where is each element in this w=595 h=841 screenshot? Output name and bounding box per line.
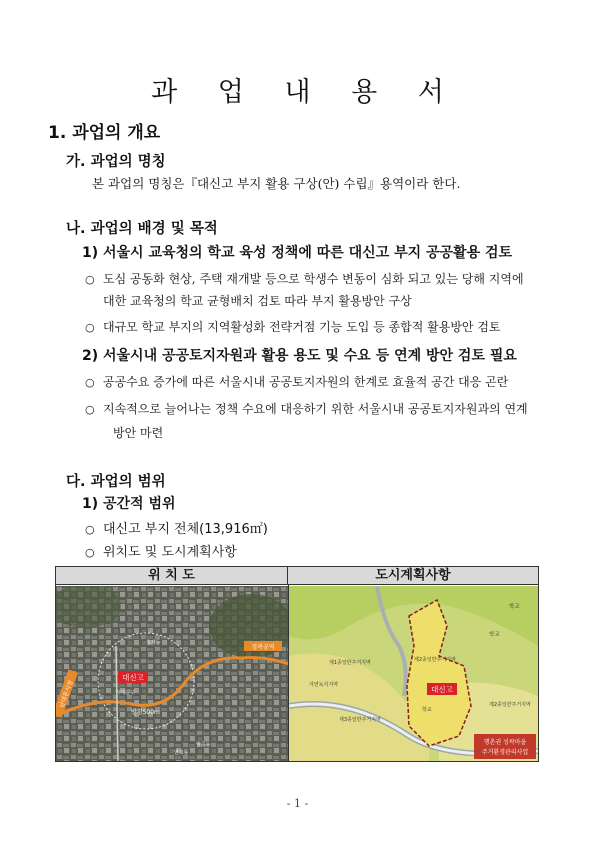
- location-map-header: 위 치 도: [56, 567, 288, 585]
- circle-bullet-icon: ○: [85, 403, 95, 416]
- background-item-1: 1) 서울시 교육청의 학교 육성 정책에 따른 대신고 부지 공공활용 검토: [82, 245, 513, 261]
- urban-site-label: 대신고: [431, 685, 453, 694]
- bullet-item: ○ 지속적으로 늘어나는 정책 수요에 대응하기 위한 서울시내 공공토지자원과의 연계: [85, 402, 528, 416]
- bullet-item: ○ 대신고 부지 전체(13,916㎡): [85, 522, 268, 537]
- zone-label: 제3종일반주거지역: [339, 717, 381, 723]
- school-label: 학교: [422, 707, 432, 713]
- bullet-item: ○ 도심 공동화 현상, 주택 재개발 등으로 학생수 변동이 심화 되고 있는 당해 지역에: [85, 272, 524, 286]
- bullet-item-continued: 대한 교육청의 학교 균형배치 검토 따라 부지 활용방안 구상: [103, 294, 412, 308]
- circle-bullet-icon: ○: [85, 523, 95, 536]
- area-label: 홍제동: [146, 640, 161, 646]
- bullet-item: ○ 위치도 및 도시계획사항: [85, 545, 237, 560]
- road-label-left: 남대문시장: [58, 679, 75, 709]
- school-label: 학교: [489, 632, 500, 638]
- circle-bullet-icon: ○: [85, 273, 95, 286]
- zone-label: 제1종일반주거지역: [329, 660, 371, 666]
- bullet-item-continued: 방안 마련: [113, 426, 164, 440]
- background-item-2: 2) 서울시내 공공토지자원과 활용 용도 및 수요 등 연계 방안 검토 필요: [82, 348, 517, 364]
- road-label-right: 경복궁역: [251, 644, 275, 651]
- section-heading-overview: 1. 과업의 개요: [48, 123, 161, 143]
- circle-bullet-icon: ○: [85, 321, 95, 334]
- subheading-background: 나. 과업의 배경 및 목적: [66, 221, 218, 237]
- subheading-scope: 다. 과업의 범위: [66, 474, 166, 490]
- area-label: 서대문구: [116, 690, 136, 696]
- page-number: - 1 -: [286, 797, 309, 810]
- urban-plan-map: [289, 586, 538, 761]
- school-label: 학교: [509, 604, 520, 610]
- bullet-item: ○ 공공수요 증가에 따른 서울시내 공공토지자원의 한계로 효율적 공간 대응 곤란: [85, 375, 509, 389]
- zone-label: 제2종일반주거지역: [489, 702, 531, 708]
- location-map: [56, 586, 288, 761]
- radius-label: 반경500m: [131, 709, 160, 716]
- subheading-name: 가. 과업의 명칭: [66, 154, 166, 170]
- urban-plan-header: 도시계획사항: [288, 567, 538, 585]
- zone-label: 자연녹지지역: [309, 682, 338, 688]
- bullet-item: ○ 대규모 학교 부지의 지역활성화 전략거점 기능 도입 등 종합적 활용방안 검토: [85, 320, 501, 334]
- area-label: 월곡동: [196, 742, 211, 748]
- map-table: [55, 566, 539, 762]
- project-name-text: 본 과업의 명칭은『대신고 부지 활용 구상(안) 수립』용역이라 한다.: [92, 176, 461, 191]
- circle-bullet-icon: ○: [85, 376, 95, 389]
- scope-item-1: 1) 공간적 범위: [82, 496, 176, 512]
- project-label-line1: 행촌권 성곽마을: [483, 739, 527, 746]
- zone-label: 제2종일반주거지역: [414, 657, 456, 663]
- location-site-label: 대신고: [122, 673, 144, 682]
- table-divider: [288, 585, 289, 761]
- page-title: 과 업 내 용 서: [151, 77, 460, 108]
- project-label-line2: 주거환경관리사업: [481, 749, 529, 756]
- circle-bullet-icon: ○: [85, 546, 95, 559]
- area-label: 연희동: [174, 750, 189, 756]
